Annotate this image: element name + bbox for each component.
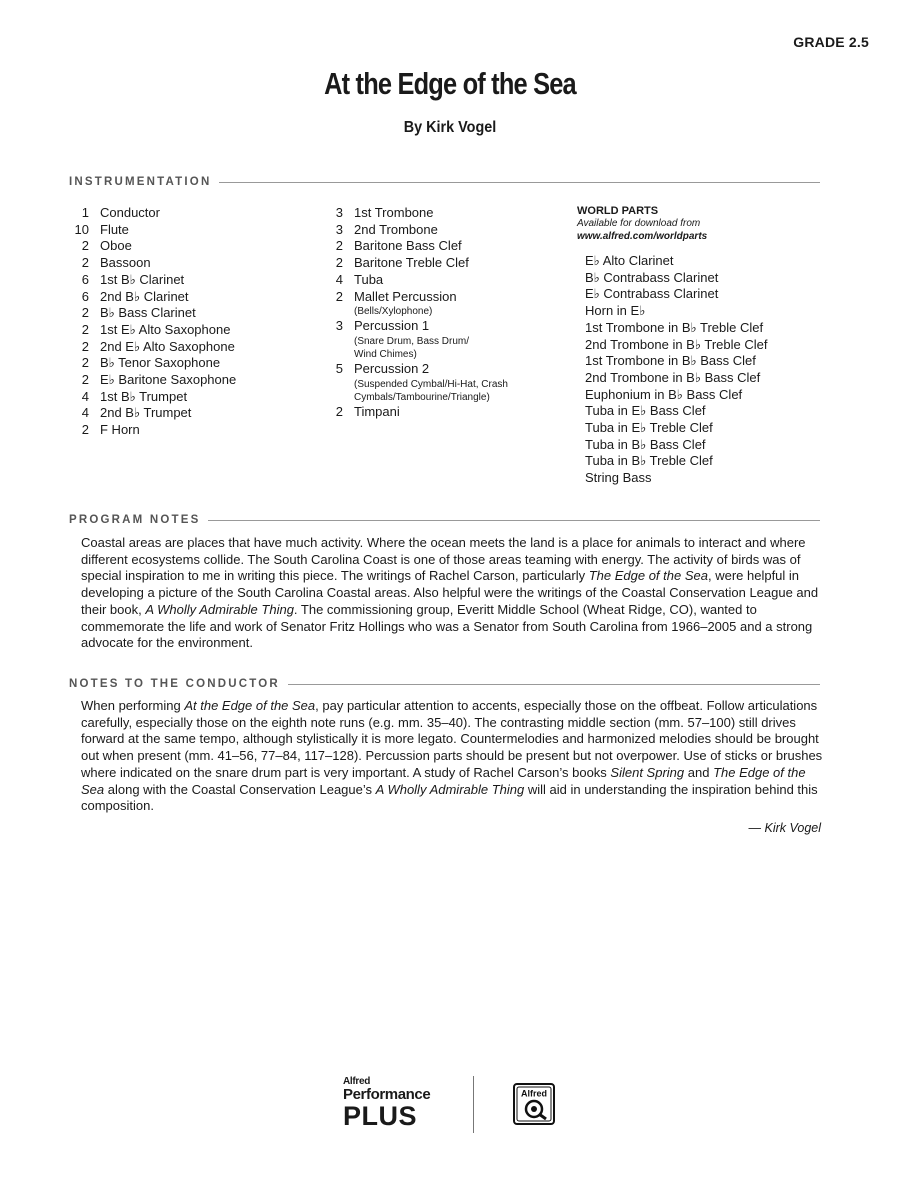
instrument-quantity: 10	[74, 221, 89, 237]
text-run: . The commissioning group, Everitt Middle School (Wheat Ridge, CO), wanted to commemorate the life and work of Senator Fritz Hollings who was a Senator from South Carolina from 1966–2005 and a strong advocate for the environment.	[81, 601, 813, 651]
instrument-quantity: 2	[81, 422, 89, 438]
instrument-name-cell	[100, 422, 140, 439]
logo-performance-text: Performance	[343, 1086, 431, 1103]
italic-title: A Wholly Admirable Thing	[375, 781, 525, 797]
world-part-item: Tuba in E♭ Bass Clef	[585, 403, 706, 419]
instrument-name: 1st E♭ Alto Saxophone	[100, 321, 231, 337]
world-part-item: 2nd Trombone in B♭ Bass Clef	[585, 369, 761, 385]
world-part-item: Tuba in E♭ Treble Clef	[585, 420, 713, 436]
instrument-name-cell	[100, 222, 129, 239]
instrument-row	[63, 389, 236, 406]
instrument-name-cell	[354, 289, 457, 319]
world-part-item: Tuba in B♭ Bass Clef	[585, 436, 706, 452]
instrument-name: Percussion 2	[354, 360, 430, 376]
instrument-name-cell	[354, 318, 469, 361]
world-part-item: 1st Trombone in B♭ Bass Clef	[585, 353, 756, 369]
instrument-name-cell	[100, 205, 160, 222]
instrument-quantity: 2	[81, 255, 89, 271]
conductor-notes-header	[69, 676, 820, 692]
text-run: along with the Coastal Conservation League’s	[104, 781, 376, 797]
instrument-name: Tuba	[354, 271, 384, 287]
instrumentation-header	[69, 174, 820, 190]
alfred-logo-icon	[513, 1083, 555, 1125]
instrument-name: B♭ Tenor Saxophone	[100, 355, 221, 371]
instrument-quantity: 5	[335, 360, 343, 376]
instrument-quantity: 6	[81, 271, 89, 287]
instrument-row	[317, 361, 508, 404]
instrument-name-cell	[100, 405, 191, 422]
text-run: , were helpful in developing a picture of the South Carolina Coastal areas. Also helpful were the writings of the Coastal Conservation League and their book,	[81, 568, 819, 617]
instrument-name: 2nd Trombone	[354, 221, 438, 237]
conductor-notes-heading: NOTES TO THE CONDUCTOR	[69, 678, 280, 690]
italic-title: The Edge of the Sea	[588, 568, 708, 584]
instrument-name: 1st B♭ Trumpet	[100, 388, 188, 404]
instrument-name-cell	[100, 372, 236, 389]
instrument-name: Conductor	[100, 205, 160, 220]
instrument-row	[63, 422, 236, 439]
instrument-row	[317, 255, 508, 272]
world-parts-title: WORLD PARTS	[577, 205, 659, 217]
instrument-name: Baritone Treble Clef	[354, 255, 469, 271]
instrument-name: Bassoon	[100, 255, 151, 271]
signature: — Kirk Vogel	[748, 821, 821, 835]
world-part-item: B♭ Contrabass Clarinet	[585, 269, 719, 285]
instrument-name-cell	[100, 355, 220, 372]
instrument-name-cell	[100, 272, 184, 289]
instrument-name-cell	[354, 222, 438, 239]
instrument-name-cell	[354, 255, 469, 272]
instrument-name-cell	[100, 238, 132, 255]
instrument-detail: (Bells/Xylophone)	[354, 306, 433, 318]
instrument-name: 2nd E♭ Alto Saxophone	[100, 338, 235, 354]
logo-divider	[473, 1076, 474, 1133]
instrument-row	[63, 238, 236, 255]
instrument-quantity: 2	[81, 338, 89, 354]
instrument-name-cell	[354, 238, 462, 255]
text-run: will aid in understanding the inspiration behind this composition.	[81, 781, 818, 814]
italic-title: At the Edge of the Sea	[184, 698, 316, 713]
instrument-row	[63, 205, 236, 222]
instrument-row	[63, 289, 236, 306]
instrument-quantity: 2	[81, 355, 89, 371]
text-run: , pay particular attention to accents, especially those on the offbeat. Follow articulations carefully, especially those on the eighth note runs (e.g. mm. 35–40). The contrasting middle section (mm. 57–100) still drives forward at the same tempo, although stylistically it is more legato. Countermelodies and harmonized melodies should be brought out when present (mm. 41–56, 77–84, 117–128). Percussion parts should be present but not overpower. Use of sticks or brushes where indicated on the snare drum part is very important. A study of Rachel Carson’s books	[81, 698, 823, 780]
italic-title: A Wholly Admirable Thing	[145, 601, 294, 617]
instrument-name-cell	[100, 289, 189, 306]
instrument-name: Timpani	[354, 403, 400, 419]
section-divider	[208, 520, 820, 521]
grade-label: GRADE 2.5	[793, 34, 869, 50]
instrument-name-cell	[100, 255, 151, 272]
instrument-name-cell	[354, 205, 434, 222]
instrument-name: Oboe	[100, 238, 132, 254]
logo-plus-text: PLUS	[343, 1101, 418, 1131]
instrument-name: 1st B♭ Clarinet	[100, 271, 185, 287]
section-divider	[288, 684, 820, 685]
instrument-name: Mallet Percussion	[354, 288, 457, 304]
instrument-name-cell	[354, 361, 508, 404]
program-notes-header	[69, 512, 820, 528]
instrument-detail: (Snare Drum, Bass Drum/ Wind Chimes)	[354, 335, 470, 360]
instrument-row	[63, 255, 236, 272]
program-notes-text	[81, 535, 831, 652]
text-run: When performing	[81, 698, 185, 713]
section-divider	[219, 182, 820, 183]
logo-alfred-small-text: Alfred	[343, 1076, 371, 1087]
instrument-name: 2nd B♭ Trumpet	[100, 405, 192, 421]
instrument-row	[63, 339, 236, 356]
world-part-item: Euphonium in B♭ Bass Clef	[585, 386, 743, 402]
text-run: and	[684, 764, 714, 780]
instrument-quantity: 1	[81, 205, 89, 220]
world-part-item: 1st Trombone in B♭ Treble Clef	[585, 319, 764, 335]
instrument-name: Percussion 1	[354, 318, 430, 334]
instrument-quantity: 3	[335, 221, 343, 237]
instrument-name: Flute	[100, 221, 129, 237]
instrument-quantity: 4	[335, 271, 343, 287]
world-parts-panel	[577, 205, 767, 487]
instrument-quantity: 2	[335, 403, 343, 419]
text-run: Coastal areas are places that have much activity. Where the ocean meets the land is a place for animals to interact and where different ecosystems collide. The South Carolina Coast is one of those areas teaming with energy. The activity of birds was of special inspiration to me in writing this piece. The writings of Rachel Carson, particularly	[81, 535, 806, 584]
world-part-item: E♭ Alto Clarinet	[585, 253, 674, 268]
instrument-quantity: 2	[81, 238, 89, 254]
instrument-row	[63, 322, 236, 339]
instrument-quantity: 3	[335, 318, 343, 334]
instrument-row	[317, 318, 508, 361]
italic-title: The Edge of the Sea	[81, 764, 806, 797]
world-part-item: E♭ Contrabass Clarinet	[585, 286, 719, 302]
instrument-quantity: 2	[81, 305, 89, 321]
instrument-quantity: 2	[335, 288, 343, 304]
world-parts-link[interactable]: www.alfred.com/worldparts	[577, 231, 708, 242]
instrument-row	[63, 222, 236, 239]
instrument-row	[63, 355, 236, 372]
world-part-item: String Bass	[585, 470, 652, 486]
instrument-row	[317, 404, 508, 421]
instrument-row	[63, 372, 236, 389]
italic-title: Silent Spring	[610, 764, 685, 780]
instrument-quantity: 4	[81, 405, 89, 421]
performance-plus-logo	[343, 1077, 443, 1130]
instrument-row	[63, 272, 236, 289]
instrument-quantity: 4	[81, 388, 89, 404]
world-part-item: Horn in E♭	[585, 303, 646, 319]
instrument-name: F Horn	[100, 422, 140, 438]
world-parts-availability: Available for download from	[577, 218, 701, 229]
instrument-name: 1st Trombone	[354, 205, 434, 220]
world-parts-list	[577, 253, 767, 487]
instrument-list-column-2	[317, 205, 508, 420]
instrument-name: E♭ Baritone Saxophone	[100, 372, 237, 388]
conductor-notes-text	[81, 698, 831, 815]
instrument-name-cell	[100, 322, 230, 339]
instrument-quantity: 3	[335, 205, 343, 220]
world-part-item: Tuba in B♭ Treble Clef	[585, 453, 713, 469]
instrumentation-heading: INSTRUMENTATION	[69, 176, 212, 188]
instrument-name-cell	[100, 339, 235, 356]
instrument-name: B♭ Bass Clarinet	[100, 305, 196, 321]
instrument-row	[317, 238, 508, 255]
instrument-quantity: 2	[81, 372, 89, 388]
instrument-row	[317, 272, 508, 289]
instrument-row	[317, 205, 508, 222]
instrument-row	[317, 222, 508, 239]
instrument-row	[317, 289, 508, 319]
instrument-name: 2nd B♭ Clarinet	[100, 288, 189, 304]
instrument-quantity: 2	[335, 255, 343, 271]
instrument-list-column-1	[63, 205, 236, 439]
instrument-quantity: 2	[335, 238, 343, 254]
instrument-row	[63, 305, 236, 322]
page-title: At the Edge of the Sea	[324, 66, 576, 101]
instrument-detail: (Suspended Cymbal/Hi-Hat, Crash Cymbals/Tambourine/Triangle)	[354, 378, 508, 403]
instrument-name-cell	[354, 272, 383, 289]
alfred-badge-text: Alfred	[520, 1088, 548, 1099]
instrument-quantity: 2	[81, 321, 89, 337]
instrument-name-cell	[100, 305, 196, 322]
instrument-name-cell	[354, 404, 400, 421]
instrument-row	[63, 405, 236, 422]
instrument-quantity: 6	[81, 288, 89, 304]
world-part-item: 2nd Trombone in B♭ Treble Clef	[585, 336, 768, 352]
composer-byline: By Kirk Vogel	[403, 119, 497, 136]
program-notes-heading: PROGRAM NOTES	[69, 514, 201, 526]
instrument-name: Baritone Bass Clef	[354, 238, 462, 254]
instrument-name-cell	[100, 389, 187, 406]
